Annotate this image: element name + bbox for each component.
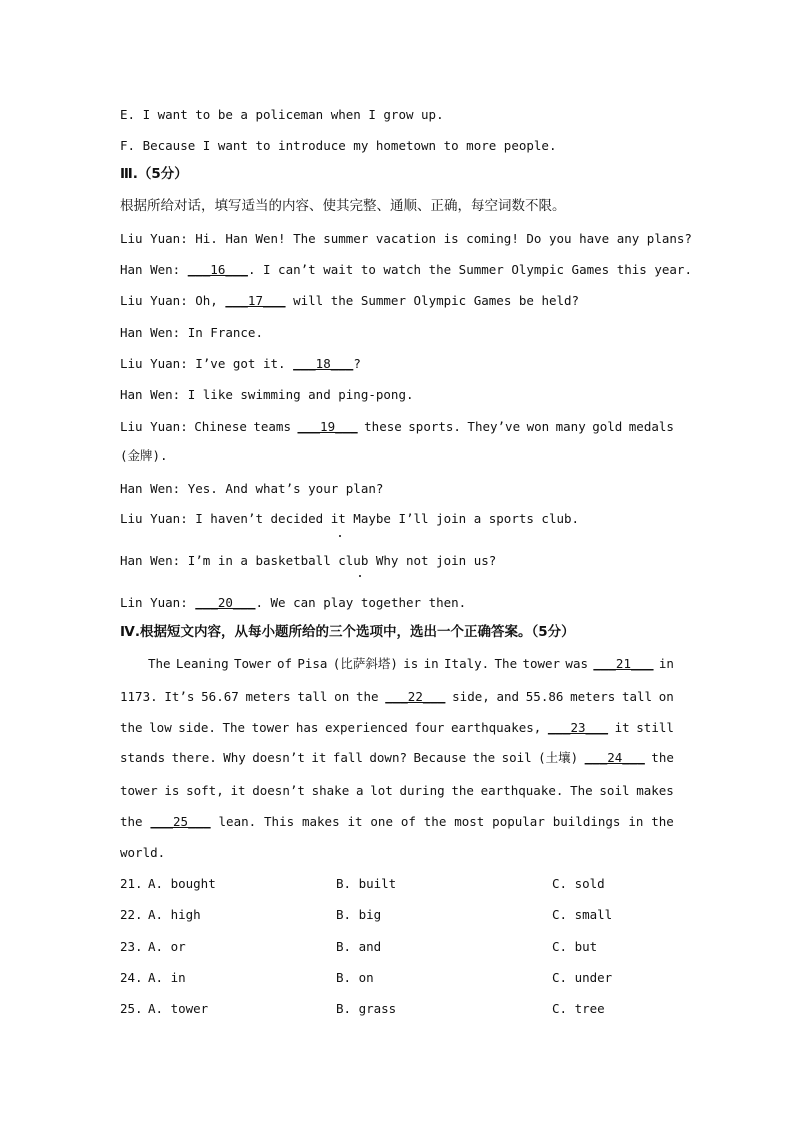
blank-22[interactable]: ___22___ [385,689,446,704]
word: many [555,419,586,434]
dialogue-text: . We can play together then. [255,595,467,610]
word: the [120,720,143,735]
word: lot [370,783,393,798]
word: tall [297,689,328,704]
option-a[interactable]: A. or [148,939,186,954]
word: meters [245,689,291,704]
blank-21[interactable]: ___21___ [593,656,654,671]
word: soil [599,783,630,798]
word: popular [492,814,545,829]
word: meters [570,689,616,704]
word: of [400,814,416,829]
blank-25[interactable]: ___25___ [150,814,211,829]
blank-19[interactable]: ___19___ [297,419,358,434]
word: it [230,783,246,798]
word: shake [311,783,350,798]
word: still [636,720,674,735]
word: on [658,689,674,704]
option-b[interactable]: B. and [336,939,382,954]
word: This [264,814,295,829]
word: is [164,783,180,798]
passage-line-3 [120,720,674,736]
word: is [403,656,419,671]
option-a[interactable]: A. high [148,907,201,922]
dialogue-text: Liu Yuan: Oh, [120,293,226,308]
dialogue-line-2 [120,262,692,278]
word: Chinese [194,419,247,434]
word: and [496,689,520,704]
word: doesn’t [252,750,305,765]
dialogue-text: . I can’t wait to watch the Summer Olympic Games this year. [247,262,692,277]
blank-17[interactable]: ___17___ [225,293,286,308]
word: the [651,814,674,829]
option-f: F. Because I want to introduce my hometown to more people. [120,138,557,153]
dialogue-line-1: Liu Yuan: Hi. Han Wen! The summer vacation is coming! Do you have any plans? [120,231,692,246]
word: of [276,656,292,671]
word: The [570,783,593,798]
passage-line-6 [120,814,674,830]
dialogue-text: Han Wen: [120,262,188,277]
word: down? [369,750,408,765]
word: Leaning [175,656,229,671]
dialogue-line-3 [120,293,579,309]
word: in [423,656,439,671]
word: tower [120,783,158,798]
option-c[interactable]: C. under [552,970,613,985]
dialogue-line-8: Han Wen: Yes. And what’s your plan? [120,481,384,496]
word: the [120,814,143,829]
word: the [423,814,447,829]
option-c[interactable]: C. small [552,907,613,922]
word: earthquake. [480,783,564,798]
word: makes [301,814,340,829]
word: The [222,720,246,735]
option-a[interactable]: A. in [148,970,186,985]
word: most [454,814,485,829]
option-b[interactable]: B. built [336,876,397,891]
word: it [347,814,363,829]
word: it [311,750,327,765]
question-number: 22. [120,907,143,922]
word: teams [253,419,291,434]
blank-24[interactable]: ___24___ [584,750,645,765]
word: soft, [186,783,224,798]
word: stands [120,750,166,765]
word: The [494,656,518,671]
word: the [651,750,674,765]
word: tower [522,656,561,671]
section4-heading: Ⅳ.根据短文内容，从每小题所给的三个选项中，选出一个正确答案。（5分） [120,624,575,640]
punctuation-dot [339,535,341,537]
word: medals [628,419,674,434]
dialogue-line-6: Han Wen: I like swimming and ping-pong. [120,387,414,402]
word: on [334,689,350,704]
section3-instruction: 根据所给对话，填写适当的内容、使其完整、通顺、正确，每空词数不限。 [120,198,566,214]
word: buildings [552,814,621,829]
word: tall [621,689,653,704]
word: soil [501,750,532,765]
word: doesn’t [252,783,305,798]
option-c[interactable]: C. sold [552,876,605,891]
word: one [370,814,393,829]
punctuation-dot [359,575,361,577]
word: Because [413,750,467,765]
word: side, [452,689,490,704]
option-b[interactable]: B. big [336,907,382,922]
word: It’s [164,689,195,704]
word: won [526,419,550,434]
blank-18[interactable]: ___18___ [293,356,354,371]
option-b[interactable]: B. on [336,970,374,985]
word: it [614,720,630,735]
section3-heading: Ⅲ.（5分） [120,166,188,182]
dialogue-text: Liu Yuan: I’ve got it. [120,356,294,371]
dialogue-line-7-cont: (金牌). [120,448,168,463]
blank-16[interactable]: ___16___ [187,262,248,277]
word: sports. [408,419,461,434]
word: in [658,656,674,671]
word: The [148,656,171,671]
question-number: 23. [120,939,143,954]
word: four [414,720,445,735]
word: fall [332,750,363,765]
word: experienced [324,720,408,735]
word: Italy. [444,656,490,671]
passage-line-1 [148,656,674,672]
word: Liu Yuan: [120,419,188,434]
dialogue-line-4: Han Wen: In France. [120,325,263,340]
question-number: 25. [120,1001,143,1016]
word: these [364,419,402,434]
passage-line-5 [120,783,674,799]
word: during [399,783,445,798]
option-b[interactable]: B. grass [336,1001,397,1016]
dialogue-line-11 [120,595,466,611]
word: makes [636,783,674,798]
word: there. [171,750,217,765]
word: 1173. [120,689,158,704]
dialogue-text: ? [353,356,361,371]
question-number: 24. [120,970,143,985]
word: the [355,689,379,704]
dialogue-text: will the Summer Olympic Games be held? [285,293,580,308]
option-c[interactable]: C. but [552,939,598,954]
dialogue-line-5 [120,356,361,372]
option-c[interactable]: C. tree [552,1001,605,1016]
dialogue-line-10: Han Wen: I’m in a basketball club Why not join us? [120,553,497,568]
word: tower [251,720,290,735]
word: side. [178,720,216,735]
word: was [565,656,588,671]
word: They’ve [467,419,521,434]
word: Pisa [297,656,328,671]
word: has [295,720,319,735]
word: gold [592,419,623,434]
dialogue-line-9: Liu Yuan: I haven’t decided it Maybe I’ll join a sports club. [120,511,580,526]
word: (土壤) [538,750,579,765]
word: earthquakes, [451,720,542,735]
word: lean. [218,814,257,829]
word: a [355,783,364,798]
word: low [149,720,172,735]
dialogue-line-7 [120,419,674,435]
question-number: 21. [120,876,143,891]
word: the [472,750,496,765]
blank-20[interactable]: ___20___ [195,595,256,610]
word: Why [223,750,246,765]
word: 55.86 [525,689,564,704]
word: the [451,783,474,798]
blank-23[interactable]: ___23___ [547,720,609,735]
passage-line-2 [120,689,674,705]
passage-line-7: world. [120,845,166,860]
option-e: E. I want to be a policeman when I grow up. [120,107,444,122]
option-a[interactable]: A. tower [148,1001,209,1016]
word: Tower [233,656,272,671]
word: (比萨斜塔) [332,656,398,671]
word: in [628,814,644,829]
word: 56.67 [201,689,239,704]
option-a[interactable]: A. bought [148,876,216,891]
passage-line-4 [120,750,674,766]
dialogue-text: Lin Yuan: [120,595,196,610]
